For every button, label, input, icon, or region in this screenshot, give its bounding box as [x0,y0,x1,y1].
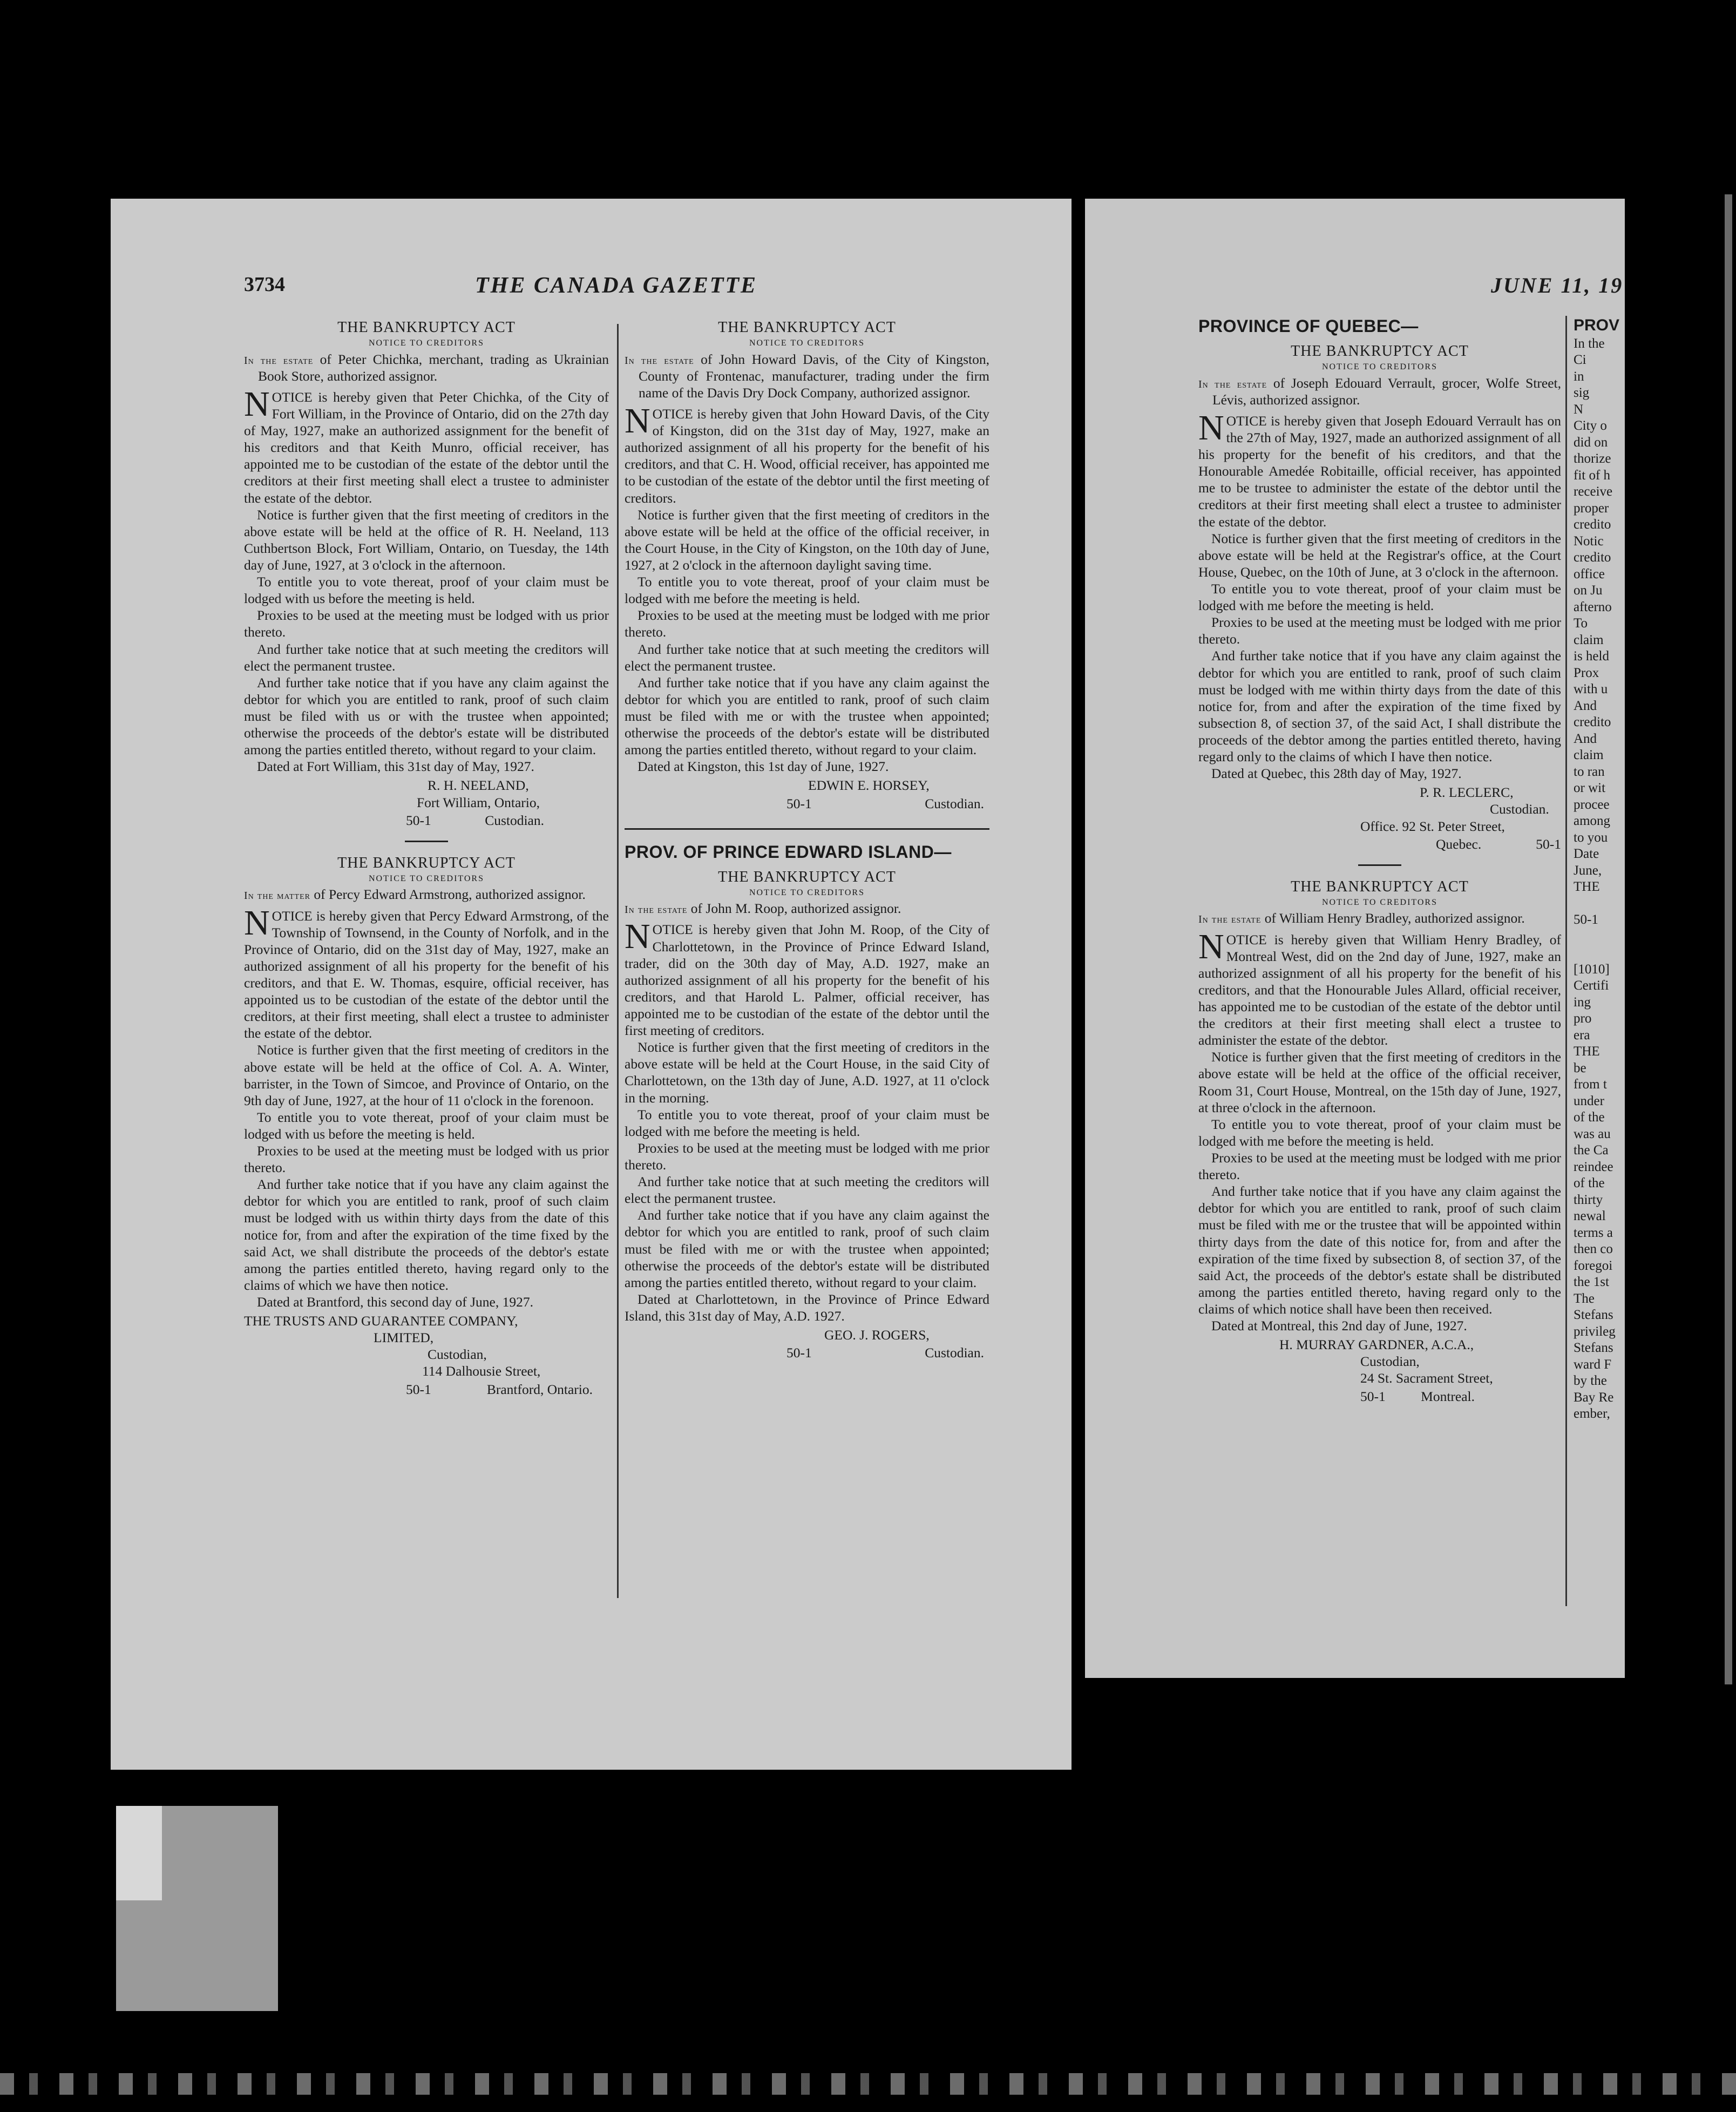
cut-column-line: N [1574,402,1584,417]
estate-line: In the estate of Peter Chichka, merchant, trading as Ukrainian Book Store, authorized assignor. [244,351,609,384]
notice-paragraph: To entitle you to vote thereat, proof of your claim must be lodged with me before the meeting is held. [1198,581,1561,614]
notice-paragraph: Notice is further given that the first meeting of creditors in the above estate will be held at the Registrar's office, at the Court House, Quebec, on the 10th of June, at 3 o'clock in the afternoon. [1198,530,1561,580]
notice-paragraph: And further take notice that if you have any claim against the debtor for which you are entitled to rank, proof of such claim must be filed with me or with the trustee when appointed; otherwise the proceeds of the debtor's estate will be distributed among the parties entitled thereto, without regard to your claim. [625,674,989,758]
dated-line: Dated at Montreal, this 2nd day of June, 1927. [1211,1318,1467,1334]
notice-heading: THE BANKRUPTCY ACT [337,319,516,336]
column-3 [1198,316,1561,1405]
notice-code: 50-1 [406,812,431,828]
cut-column-head: PROV [1574,316,1620,334]
paper-tab [116,1806,162,1900]
column-1 [244,319,609,1398]
cut-column-line: credito [1574,715,1611,730]
cut-column-line: proper [1574,500,1609,516]
estate-line: In the estate of John M. Roop, authorized assignor. [625,901,901,917]
notice-paragraph: And further take notice that if you have any claim against the debtor for which you are entitled to rank, proof of such claim must be filed with us or with the trustee when appointed; otherwise the proceeds of the debtor's estate will be distributed among the parties entitled thereto, without regard to your claim. [244,674,609,758]
notice-paragraph: NOTICE is hereby given that Percy Edward Armstrong, of the Township of Townsend, in the County of Norfolk, and in the Province of Ontario, did on the 31st day of May, 1927, make an authorized assignment of all his property for the benefit of his creditors, and that E. W. Thomas, esquire, official receiver, has appointed us to be custodian of the estate of the debtor until the creditors, at their first meeting, shall elect a trustee to administer the estate of the debtor. [244,903,609,1041]
signature: THE TRUSTS AND GUARANTEE COMPANY, LIMITED, Custodian, 114 Dalhousie Street, 50-1 Brantford, Ontario. [244,1313,593,1397]
cut-column-line: terms a [1574,1225,1613,1240]
cut-column-line: pro [1574,1011,1592,1026]
notice-paragraph: NOTICE is hereby given that William Henry Bradley, of Montreal West, did on the 2nd day of June, 1927, make an authorized assignment of all his property for the benefit of his creditors, and that the Honourable Jules Allard, official receiver, has appointed me to be custodian of the estate of the debtor until the creditors at their first meeting shall elect a trustee to administer the estate of the debtor. [1198,926,1561,1048]
notice-paragraph: Proxies to be used at the meeting must be lodged with me prior thereto. [625,1140,989,1173]
notice-subheading: NOTICE TO CREDITORS [368,874,484,883]
page-title: THE CANADA GAZETTE [475,273,758,298]
notice-subheading: NOTICE TO CREDITORS [1321,897,1437,907]
cut-column-line: to you [1574,830,1608,845]
cut-column-line: from t [1574,1077,1607,1092]
notice-paragraph: And further take notice that if you have any claim against the debtor for which you are entitled to rank, proof of such claim must be lodged with us within thirty days from the date of this notice for, from and after the expiration of the time fixed by the said Act, we shall distribute the proceeds of the debtor's estate among the parties entitled thereto, having regard only to the claims of which we have then notice. [244,1176,609,1293]
cut-column-line: Prox [1574,665,1599,680]
cut-column-line: of the [1574,1110,1605,1125]
cut-column-line: Stefans [1574,1308,1613,1323]
cut-column-lines [1574,336,1622,1423]
notice-heading: THE BANKRUPTCY ACT [718,319,896,336]
column-rule [1565,316,1567,1606]
notice-paragraph: And further take notice that at such meeting the creditors will elect the permanent trustee. [625,641,989,674]
notice-subheading: NOTICE TO CREDITORS [1321,362,1437,372]
cut-column-line: THE [1574,879,1600,895]
cut-column-line: Certifi [1574,978,1609,993]
estate-line: In the estate of John Howard Davis, of the City of Kingston, County of Frontenac, manufacturer, trading under the firm name of the Davis Dry Dock Company, authorized assignor. [625,351,990,401]
province-heading: PROVINCE OF QUEBEC— [1198,316,1419,336]
cut-column-line: or wit [1574,781,1606,796]
cut-column-line: among [1574,814,1611,829]
notice-paragraph: Notice is further given that the first meeting of creditors in the above estate will be held at the office of R. H. Neeland, 113 Cuthbertson Block, Fort William, Ontario, on Tuesday, the 14th day of June, 1927, at 3 o'clock in the afternoon. [244,506,609,573]
notice-subheading: NOTICE TO CREDITORS [368,339,484,348]
notice-paragraph: NOTICE is hereby given that Joseph Edouard Verrault has on the 27th of May, 1927, made an authorized assignment of all his property for the benefit of his creditors, and that the Honourable Amedée Robitaille, official receiver, has appointed me to be trustee to administer the estate of the debtor until the creditors at their first meeting shall elect a trustee to administer the estate of the debtor. [1198,408,1561,530]
cut-column-line: sig [1574,385,1590,401]
notice-paragraph: And further take notice that if you have any claim against the debtor for which you are entitled to rank, proof of such claim must be filed with me or with the trustee when appointed; otherwise the proceeds of the debtor's estate will be distributed among the parties entitled thereto, without regard to your claim. [625,1207,989,1290]
cut-column-line: claim [1574,748,1604,763]
cut-column-line: And [1574,731,1597,746]
cut-column-line: June, [1574,863,1602,878]
column-rule [617,324,619,1598]
cut-column-line: In the [1574,336,1605,351]
province-heading: PROV. OF PRINCE EDWARD ISLAND— [625,842,952,862]
cut-column-line: credito [1574,517,1611,532]
cut-column-line: To [1574,616,1588,631]
notice-paragraph: To entitle you to vote thereat, proof of your claim must be lodged with me before the meeting is held. [1198,1116,1561,1149]
cut-column-line: did on [1574,435,1608,450]
cut-column-line: Date [1574,847,1599,862]
cut-column [1574,316,1622,1423]
notice-paragraph: Proxies to be used at the meeting must be lodged with us prior thereto. [244,607,609,640]
cut-column-line: [1010] [1574,962,1610,977]
notice-code: 50-1 [786,1345,812,1361]
cut-column-line: Bay Re [1574,1390,1614,1405]
cut-column-line: with u [1574,682,1608,697]
estate-line: In the matter of Percy Edward Armstrong, authorized assignor. [244,886,586,903]
cut-column-line: newal [1574,1209,1606,1224]
cut-column-line: thirty [1574,1192,1603,1207]
cut-column-line: by the [1574,1373,1607,1389]
notice-davis [625,319,989,812]
notice-code: 50-1 [1360,1388,1386,1404]
notice-code: 50-1 [406,1381,431,1397]
signature: GEO. J. ROGERS, 50-1 Custodian. [786,1327,984,1361]
notice-paragraph: To entitle you to vote thereat, proof of your claim must be lodged with me before the meeting is held. [625,1106,989,1139]
notice-paragraph: And further take notice that if you have any claim against the debtor for which you are entitled to rank, proof of such claim must be filed with me or the trustee that will be appointed within thirty days from the date of this notice for, from and after the expiration of the time fixed by subsection 8, of section 37, of the said Act, the proceeds of the debtor's estate shall be distributed among the parties entitled thereto, having regard only to the claims of which notice shall have been then received. [1198,1183,1561,1317]
notice-paragraph: NOTICE is hereby given that John Howard Davis, of the City of Kingston, did on the 31st day of May, 1927, make an authorized assignment of all his property for the benefit of his creditors, and that C. H. Wood, official receiver, has appointed me to be custodian of the estate of the debtor until the first meeting of creditors. [625,401,989,506]
page-date: JUNE 11, 19 [1491,273,1624,297]
notice-chichka [244,319,609,829]
notice-code: 50-1 [786,795,812,811]
cut-column-line: Ci [1574,353,1586,368]
divider [1358,864,1401,866]
cut-column-line [1574,896,1622,912]
notice-paragraph: And further take notice that if you have any claim against the debtor for which you are entitled to rank, proof of such claim must be lodged with me within thirty days from the date of this notice for, from and after the expiration of the time fixed by subsection 8, of section 37, of the said Act, I shall distribute the proceeds of the debtor among the parties entitled thereto, having regard only to the claims of which I have then notice. [1198,648,1561,765]
notice-paragraph: To entitle you to vote thereat, proof of your claim must be lodged with us before the meeting is held. [244,1109,609,1142]
cut-column-line: Notic [1574,533,1604,549]
cut-column-line: in [1574,369,1584,384]
divider [405,841,448,842]
cut-column-line: ing [1574,994,1591,1010]
cut-column-line: claim [1574,632,1604,647]
cut-column-line: THE [1574,1044,1600,1059]
signature: R. H. NEELAND, Fort William, Ontario, 50-1 Custodian. [406,777,544,828]
cut-column-line: fit of h [1574,468,1611,483]
cut-column-line: under [1574,1093,1604,1108]
cut-column-line: receive [1574,484,1613,499]
cut-column-line: ember, [1574,1406,1610,1421]
cut-column-line: thorize [1574,451,1611,466]
cut-column-line: was au [1574,1126,1611,1141]
cut-column-line: be [1574,1060,1586,1075]
cut-column-line: 50-1 [1574,912,1598,928]
notice-paragraph: Notice is further given that the first meeting of creditors in the above estate will be held at the office of the official receiver, Room 31, Court House, Montreal, on the 15th day of June, 1927, at three o'clock in the afternoon. [1198,1049,1561,1115]
cut-column-line: era [1574,1027,1590,1043]
notice-heading: THE BANKRUPTCY ACT [1291,343,1469,360]
cut-column-line: to ran [1574,764,1605,779]
cut-column-line: afterno [1574,599,1612,614]
notice-paragraph: And further take notice that at such meeting the creditors will elect the permanent trustee. [625,1174,989,1207]
dated-line: Dated at Charlottetown, in the Province of Prince Edward Island, this 31st day of May, A.D. 1927. [625,1291,989,1324]
column-2 [625,319,989,1361]
cut-column-line: And [1574,698,1597,713]
notice-paragraph: To entitle you to vote thereat, proof of your claim must be lodged with us before the meeting is held. [244,574,609,607]
cut-column-line: City o [1574,418,1607,434]
notice-paragraph: Notice is further given that the first meeting of creditors in the above estate will be held at the office of Col. A. A. Winter, barrister, in the Town of Simcoe, and Province of Ontario, on the 9th day of June, 1927, at the hour of 11 o'clock in the forenoon. [244,1042,609,1108]
cut-column-line: procee [1574,797,1610,812]
estate-line: In the estate of William Henry Bradley, authorized assignor. [1198,910,1525,926]
cut-column-line: the Ca [1574,1143,1609,1158]
notice-heading: THE BANKRUPTCY ACT [337,854,516,871]
cut-column-line: is held [1574,649,1609,664]
dated-line: Dated at Brantford, this second day of June, 1927. [257,1294,534,1310]
section-rule [625,828,989,830]
cut-column-line: of the [1574,1176,1605,1191]
notice-paragraph: Notice is further given that the first meeting of creditors in the above estate will be held at the office of the official receiver, in the Court House, in the City of Kingston, on the 10th day of June, 1927, at 2 o'clock in the afternoon daylight saving time. [625,506,989,573]
notice-paragraph: Proxies to be used at the meeting must be lodged with me prior thereto. [625,607,989,640]
notice-subheading: NOTICE TO CREDITORS [749,888,865,897]
cut-column-line: the 1st [1574,1275,1609,1290]
cut-column-line: then co [1574,1242,1613,1257]
office-address: Office. 92 St. Peter Street, [1360,818,1505,834]
notice-paragraph: Notice is further given that the first meeting of creditors in the above estate will be held at the Court House, in the said City of Charlottetown, on the 13th day of June, A.D. 1927, at 11 o'clock in the morning. [625,1039,989,1106]
notice-subheading: NOTICE TO CREDITORS [749,339,865,348]
cut-column-line: on Ju [1574,583,1603,598]
notice-paragraph: And further take notice that at such meeting the creditors will elect the permanent trustee. [244,641,609,674]
notice-code: 50-1 [1536,836,1561,852]
estate-line: In the estate of Joseph Edouard Verrault, grocer, Wolfe Street, Lévis, authorized assignor. [1198,375,1561,408]
dated-line: Dated at Kingston, this 1st day of June, 1927. [638,759,889,775]
cut-column-line: privileg [1574,1324,1616,1339]
notice-roop [625,868,989,1362]
cut-column-line: ward F [1574,1357,1612,1372]
cut-column-line: The [1574,1291,1595,1306]
notice-armstrong [244,854,609,1398]
cut-column-line [1574,945,1622,962]
signature: P. R. LECLERC, Custodian. Office. 92 St. Peter Street, Quebec. 50-1 [1198,784,1561,852]
notice-bradley [1198,878,1561,1405]
notice-paragraph: NOTICE is hereby given that John M. Roop, of the City of Charlottetown, in the Province of Prince Edward Island, trader, did on the 30th day of May, A.D. 1927, make an authorized assignment of all his property for the benefit of his creditors, and that Harold L. Palmer, official receiver, has appointed me to be custodian of the estate of the debtor until the first meeting of creditors. [625,917,989,1039]
notice-heading: THE BANKRUPTCY ACT [1291,878,1469,895]
signature: H. MURRAY GARDNER, A.C.A., Custodian, 24 St. Sacrament Street, 50-1 Montreal. [1279,1337,1493,1404]
signature: EDWIN E. HORSEY, 50-1 Custodian. [786,777,984,811]
notice-paragraph: NOTICE is hereby given that Peter Chichka, of the City of Fort William, in the Province of Ontario, did on the 27th day of May, 1927, make an authorized assignment for the benefit of his creditors and that Keith Munro, official receiver, has appointed me to be custodian of the estate of the debtor until the creditors at their first meeting shall elect a trustee to administer the estate of the debtor. [244,384,609,506]
notice-paragraph: Proxies to be used at the meeting must be lodged with me prior thereto. [1198,1149,1561,1183]
notice-paragraph: To entitle you to vote thereat, proof of your claim must be lodged with me before the meeting is held. [625,574,989,607]
page-number: 3734 [244,273,285,296]
cut-column-line: foregoi [1574,1258,1613,1273]
dated-line: Dated at Quebec, this 28th day of May, 1927. [1211,766,1462,782]
cut-column-line: office [1574,566,1605,581]
cut-column-line: Stefans [1574,1341,1613,1356]
notice-heading: THE BANKRUPTCY ACT [718,868,896,885]
notice-paragraph: Proxies to be used at the meeting must be lodged with me prior thereto. [1198,614,1561,647]
film-edge [0,2073,1736,2095]
cut-column-line: reindee [1574,1159,1613,1174]
cut-column-line: credito [1574,550,1611,565]
dated-line: Dated at Fort William, this 31st day of May, 1927. [257,759,534,775]
notice-verrault [1198,342,1561,852]
page-edge [1725,194,1732,1684]
cut-column-line [1574,929,1622,945]
notice-paragraph: Proxies to be used at the meeting must be lodged with us prior thereto. [244,1143,609,1176]
